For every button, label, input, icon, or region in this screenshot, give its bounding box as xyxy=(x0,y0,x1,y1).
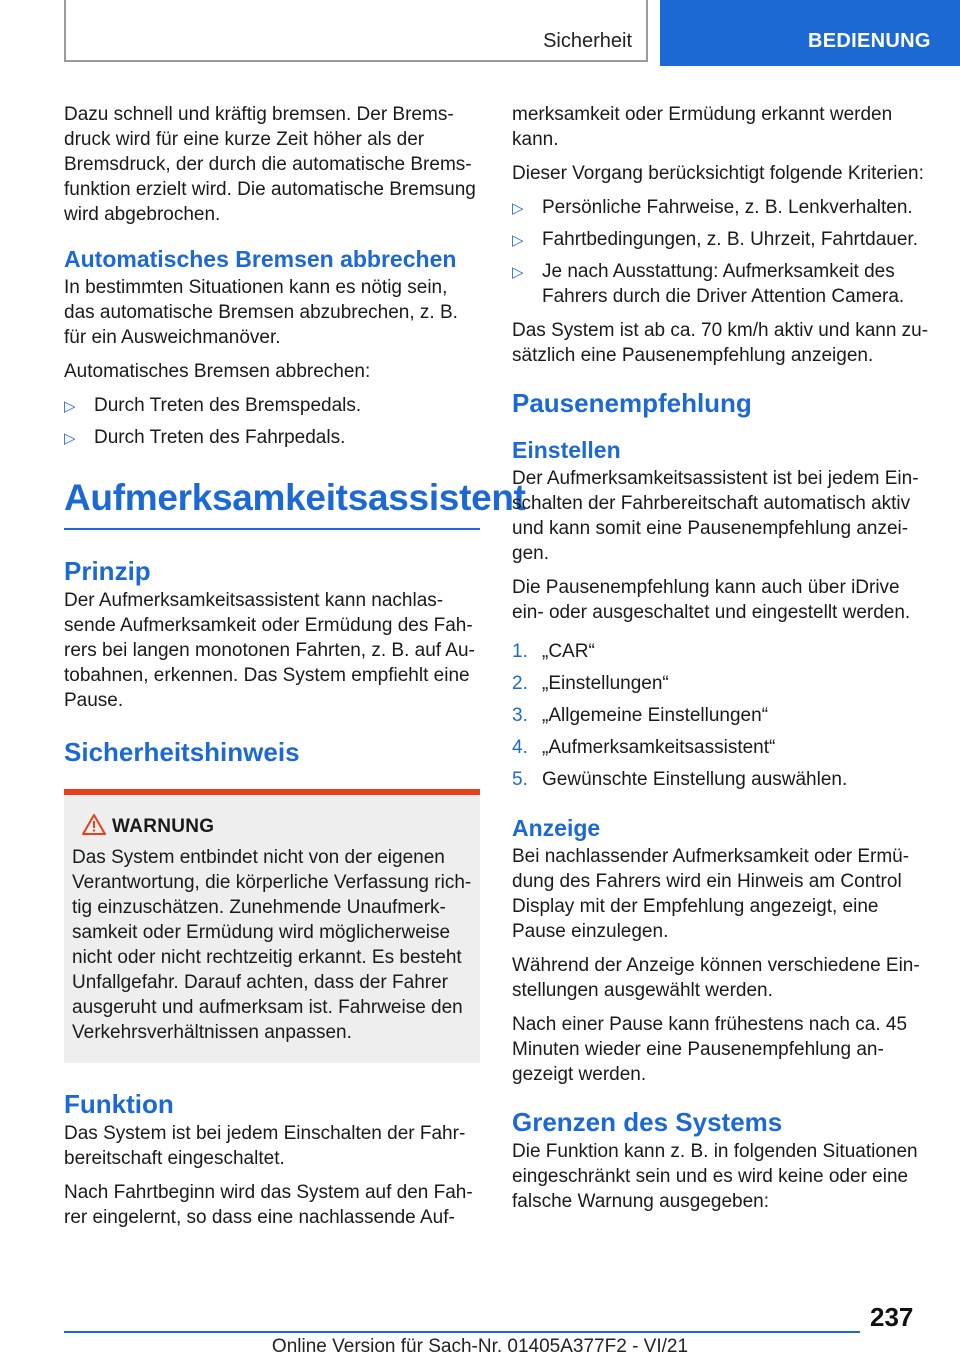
list-item xyxy=(512,259,930,309)
list-item xyxy=(512,195,930,220)
step-text: Gewünschte Einstellung auswählen. xyxy=(542,769,848,790)
step-text: „CAR“ xyxy=(542,641,595,662)
list-item xyxy=(512,767,930,792)
step-number: 3. xyxy=(512,705,528,726)
step-text: „Einstellungen“ xyxy=(542,673,669,694)
step-text: „Allgemeine Einstellungen“ xyxy=(542,705,769,726)
page-number: 237 xyxy=(870,1302,914,1332)
list-item xyxy=(512,735,930,760)
list-item-text: Durch Treten des Fahrpedals. xyxy=(94,427,346,448)
step-text: „Aufmerksamkeitsassistent“ xyxy=(542,737,776,758)
list-item xyxy=(512,227,930,252)
list-item xyxy=(64,393,480,418)
heading-pausenempfehlung: Pausenempfehlung xyxy=(512,388,752,418)
heading-grenzen: Grenzen des Systems xyxy=(512,1107,783,1137)
paragraph: Die Pausenempfehlung kann auch über iDrive ein- oder ausgeschaltet und eingestellt werden. xyxy=(512,577,911,623)
warning-triangle-icon xyxy=(82,813,106,837)
bullet-list xyxy=(64,393,480,450)
list-item xyxy=(64,425,480,450)
numbered-list xyxy=(512,639,930,792)
triangle-right-icon: ▷ xyxy=(64,398,76,415)
list-item-text: Fahrtbedingungen, z. B. Uhrzeit, Fahrtdauer. xyxy=(542,229,918,250)
paragraph: Bei nachlassender Aufmerksamkeit oder Ermüdung des Fahrers wird ein Hinweis am Control Display mit der Empfehlung angezeigt, eine Pause einzulegen. xyxy=(512,846,910,942)
paragraph: Nach Fahrtbeginn wird das System auf den Fahrer eingelernt, so dass eine nachlassende Auf- xyxy=(64,1182,473,1228)
list-item xyxy=(512,671,930,696)
heading-einstellen: Einstellen xyxy=(512,437,621,463)
header-chapter-label: BEDIENUNG xyxy=(808,30,931,52)
step-number: 4. xyxy=(512,737,528,758)
paragraph: Der Aufmerksamkeitsassistent ist bei jedem Einschalten der Fahrbereitschaft automatisch aktiv und kann somit eine Pausenempfehlung anzeigen. xyxy=(512,468,919,564)
header-section-box xyxy=(64,0,648,62)
footer-divider xyxy=(64,1331,860,1333)
warning-text: Das System entbindet nicht von der eigenen Verantwortung, die körperliche Verfassung richtig einzuschätzen. Zunehmende Unaufmerksamkeit oder Ermüdung wird möglicherweise nicht oder nicht rechtzeitig erkannt. Es besteht Unfallgefahr. Darauf achten, dass der Fahrer ausgeruht und aufmerksam ist. Fahrweise den Verkehrsverhältnissen anpassen. xyxy=(72,847,472,1043)
paragraph: Der Aufmerksamkeitsassistent kann nachlassende Aufmerksamkeit oder Ermüdung des Fahrers bei langen monotonen Fahrten, z. B. auf Autobahnen, erkennen. Das System empfiehlt eine Pause. xyxy=(64,590,475,711)
list-item xyxy=(512,639,930,664)
heading-funktion: Funktion xyxy=(64,1089,174,1119)
warning-box xyxy=(64,789,480,1063)
paragraph: Nach einer Pause kann frühestens nach ca. 45 Minuten wieder eine Pausenempfehlung angezeigt werden. xyxy=(512,1014,908,1085)
header-section-title: Sicherheit xyxy=(543,30,632,52)
step-number: 1. xyxy=(512,641,528,662)
triangle-right-icon: ▷ xyxy=(64,430,76,447)
paragraph: Dazu schnell und kräftig bremsen. Der Bremsdruck wird für eine kurze Zeit höher als der Bremsdruck, der durch die automatische Bremsfunktion erzielt wird. Die automatische Bremsung wird abgebrochen. xyxy=(64,104,476,225)
paragraph: Das System ist ab ca. 70 km/h aktiv und kann zusätzlich eine Pausenempfehlung anzeigen. xyxy=(512,320,929,366)
list-item xyxy=(512,703,930,728)
page-header xyxy=(0,0,960,66)
warning-heading xyxy=(72,815,472,839)
triangle-right-icon: ▷ xyxy=(512,264,524,281)
list-item-text: Je nach Ausstattung: Aufmerksamkeit des Fahrers durch die Driver Attention Camera. xyxy=(542,261,905,307)
right-column xyxy=(512,102,930,1223)
heading-prinzip: Prinzip xyxy=(64,556,151,586)
paragraph: Während der Anzeige können verschiedene Einstellungen ausgewählt werden. xyxy=(512,955,920,1001)
page-title: Aufmerksamkeitsassistent xyxy=(64,477,526,518)
left-column xyxy=(64,102,526,1239)
paragraph: Automatisches Bremsen abbrechen: xyxy=(64,361,371,382)
step-number: 5. xyxy=(512,769,528,790)
heading-sicherheitshinweis: Sicherheitshinweis xyxy=(64,737,300,767)
heading-anzeige: Anzeige xyxy=(512,815,601,841)
bullet-list xyxy=(512,195,930,309)
heading-bremsen-abbrechen: Automatisches Bremsen abbrechen xyxy=(64,246,457,272)
paragraph: merksamkeit oder Ermüdung erkannt werden kann. xyxy=(512,104,893,150)
list-item-text: Persönliche Fahrweise, z. B. Lenkverhalten. xyxy=(542,197,913,218)
triangle-right-icon: ▷ xyxy=(512,232,524,249)
step-number: 2. xyxy=(512,673,528,694)
paragraph: Dieser Vorgang berücksichtigt folgende Kriterien: xyxy=(512,163,924,184)
list-item-text: Durch Treten des Bremspedals. xyxy=(94,395,362,416)
header-chapter-tab xyxy=(660,0,960,66)
title-divider xyxy=(64,528,480,530)
paragraph: In bestimmten Situationen kann es nötig sein, das automatische Bremsen abzubrechen, z. B. für ein Ausweichmanöver. xyxy=(64,277,458,348)
footer-text: Online Version für Sach-Nr. 01405A377F2 - VI/21 xyxy=(271,1336,689,1357)
warning-title: WARNUNG xyxy=(112,816,215,837)
paragraph: Das System ist bei jedem Einschalten der Fahrbereitschaft eingeschaltet. xyxy=(64,1123,466,1169)
paragraph: Die Funktion kann z. B. in folgenden Situationen eingeschränkt sein und es wird keine oder eine falsche Warnung ausgegeben: xyxy=(512,1141,918,1212)
triangle-right-icon: ▷ xyxy=(512,200,524,217)
